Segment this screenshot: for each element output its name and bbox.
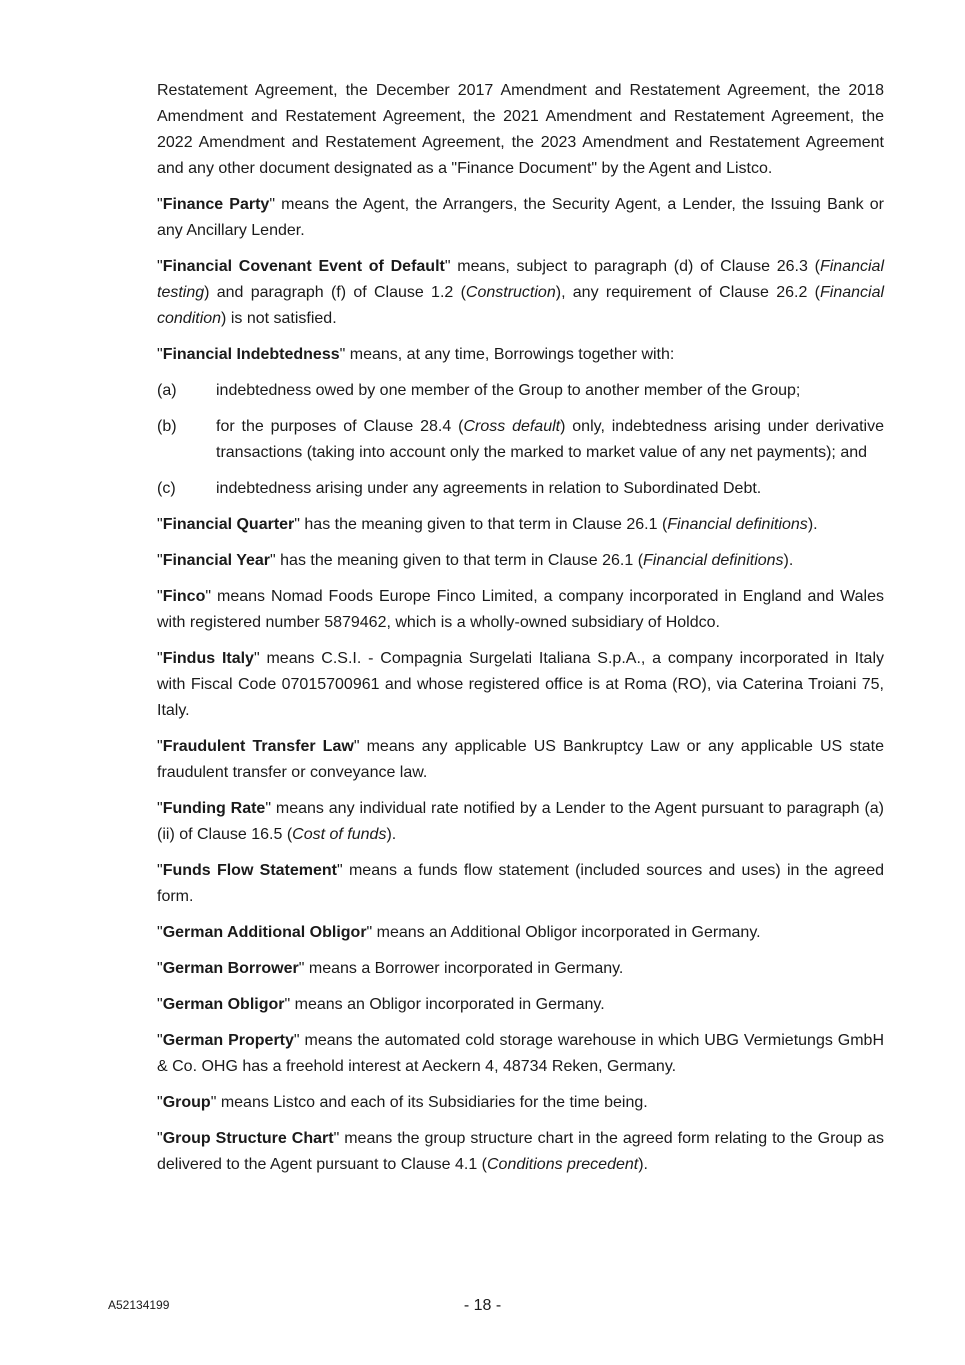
clause-reference: Cross default [463,418,561,435]
clause-reference: Construction [465,284,556,301]
defined-term: German Property [162,1032,294,1049]
defined-term: German Obligor [162,996,285,1013]
definition-finance-document-cont: Restatement Agreement, the December 2017 Amendment and Restatement Agreement, the 2018 Amendment and Restatement Agreement, the 2021 Amendment and Restatement Agreement, the 2022 Amendment and Restatement Agreement, the 2023 Amendment and Restatement Agreement and any other document designated as a "Finance Document" by the Agent and Listco. [157,82,884,177]
definition-group-structure-chart: "Group Structure Chart" means the group structure chart in the agreed form relating to the Group as delivered to the Agent pursuant to Clause 4.1 (Conditions precedent). [157,1130,884,1173]
list-item-text: indebtedness arising under any agreements in relation to Subordinated Debt. [216,480,762,497]
clause-reference: Financial condition [157,284,885,327]
definition-finance-party: "Finance Party" means the Agent, the Arrangers, the Security Agent, a Lender, the Issuing Bank or any Ancillary Lender. [157,196,885,239]
defined-term: Financial Indebtedness [162,346,340,363]
clause-reference: Financial definitions [643,552,784,569]
document-page [157,78,884,1188]
defined-term: Finance Party [162,196,270,213]
clause-reference: Financial testing [157,258,884,301]
defined-term: Group [162,1094,211,1111]
definition-group: "Group" means Listco and each of its Subsidiaries for the time being. [157,1094,648,1111]
definition-financial-quarter: "Financial Quarter" has the meaning given to that term in Clause 26.1 (Financial definitions). [157,516,818,533]
definition-funds-flow-statement: "Funds Flow Statement" means a funds flow statement (included sources and uses) in the agreed form. [157,862,884,905]
document-reference: A52134199 [108,1298,170,1312]
list-item-label: (c) [157,480,176,497]
defined-term: German Borrower [162,960,299,977]
defined-term: Financial Quarter [162,516,295,533]
definition-finco: "Finco" means Nomad Foods Europe Finco Limited, a company incorporated in England and Wales with registered number 5879462, which is a wholly-owned subsidiary of Holdco. [157,588,884,631]
defined-term: Funds Flow Statement [162,862,338,879]
list-item [157,414,884,466]
list-item-label: (a) [157,382,177,399]
defined-term: Financial Year [162,552,271,569]
list-item-label: (b) [157,418,177,435]
defined-term: Funding Rate [162,800,266,817]
defined-term: Finco [162,588,206,605]
clause-reference: Conditions precedent [487,1156,639,1173]
definition-german-borrower: "German Borrower" means a Borrower incorporated in Germany. [157,960,624,977]
page-number: - 18 - [463,1297,502,1314]
definition-fraudulent-transfer-law: "Fraudulent Transfer Law" means any applicable US Bankruptcy Law or any applicable US state fraudulent transfer or conveyance law. [157,738,885,781]
defined-term: Financial Covenant Event of Default [162,258,445,275]
definition-financial-covenant-event-of-default: "Financial Covenant Event of Default" means, subject to paragraph (d) of Clause 26.3 (Financial testing) and paragraph (f) of Clause 1.2 (Construction), any requirement of Clause 26.2 (Financial condition) is not satisfied. [157,258,885,327]
list-item [157,476,884,502]
defined-term: Fraudulent Transfer Law [162,738,354,755]
list-item-text: for the purposes of Clause 28.4 (Cross default) only, indebtedness arising under derivative transactions (taking into account only the marked to market value of any net payments); and [216,418,884,461]
list-item-text: indebtedness owed by one member of the Group to another member of the Group; [216,382,801,399]
definition-financial-indebtedness: "Financial Indebtedness" means, at any time, Borrowings together with: [157,346,675,363]
clause-reference: Financial definitions [667,516,808,533]
definition-funding-rate: "Funding Rate" means any individual rate notified by a Lender to the Agent pursuant to paragraph (a)(ii) of Clause 16.5 (Cost of funds). [157,800,884,843]
clause-reference: Cost of funds [292,826,387,843]
definition-findus-italy: "Findus Italy" means C.S.I. - Compagnia Surgelati Italiana S.p.A., a company incorporated in Italy with Fiscal Code 07015700961 and whose registered office is at Roma (RO), via Caterina Troiani 75, Italy. [157,650,884,719]
defined-term: German Additional Obligor [162,924,367,941]
defined-term: Findus Italy [162,650,254,667]
defined-term: Group Structure Chart [162,1130,334,1147]
definition-german-property: "German Property" means the automated cold storage warehouse in which UBG Vermietungs GmbH & Co. OHG has a freehold interest at Aeckern 4, 48734 Reken, Germany. [157,1032,885,1075]
list-item [157,378,884,404]
definition-financial-year: "Financial Year" has the meaning given to that term in Clause 26.1 (Financial definitions). [157,552,794,569]
definition-german-additional-obligor: "German Additional Obligor" means an Additional Obligor incorporated in Germany. [157,924,761,941]
definition-german-obligor: "German Obligor" means an Obligor incorporated in Germany. [157,996,605,1013]
